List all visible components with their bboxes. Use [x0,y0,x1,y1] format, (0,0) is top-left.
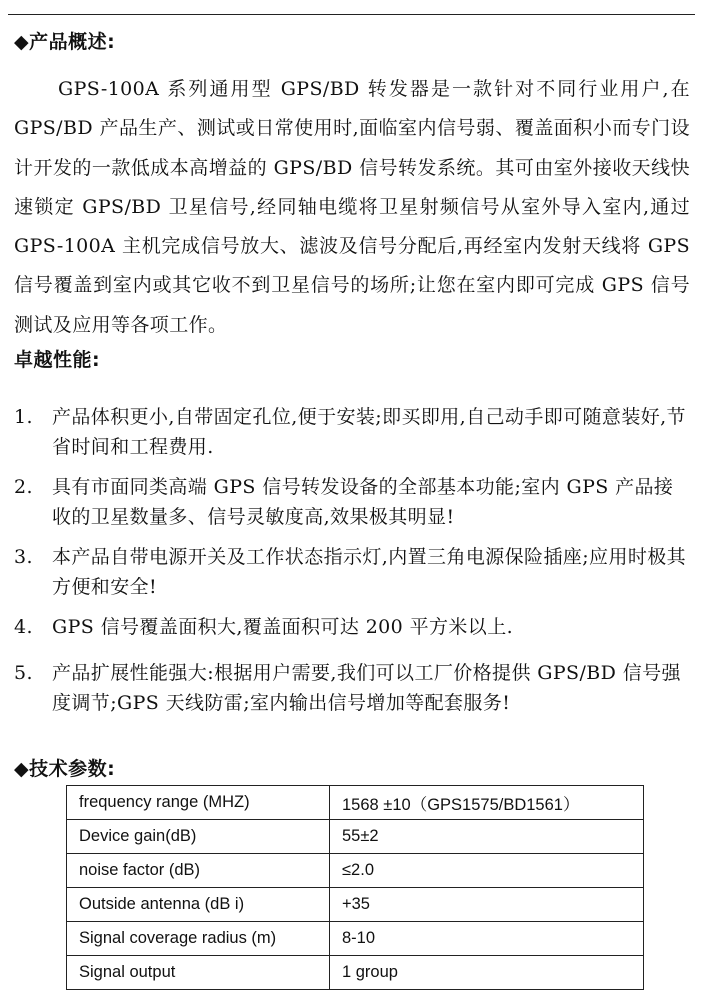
feature-number: 3. [14,546,33,568]
spec-value: 1568 ±10（GPS1575/BD1561） [330,786,644,820]
spec-value: ≤2.0 [330,854,644,888]
feature-item [14,472,690,532]
top-divider [8,14,695,15]
spec-param: Signal output [67,956,330,990]
feature-number: 4. [14,616,33,638]
spec-param: Device gain(dB) [67,820,330,854]
table-row [67,888,644,922]
spec-param: Outside antenna (dB i) [67,888,330,922]
table-row [67,922,644,956]
spec-value: 55±2 [330,820,644,854]
feature-number: 1. [14,406,33,428]
feature-item [14,658,690,718]
feature-number: 5. [14,662,33,684]
feature-text: 产品扩展性能强大:根据用户需要,我们可以工厂价格提供 GPS/BD 信号强度调节;GPS 天线防雷;室内输出信号增加等配套服务! [52,662,681,714]
spec-table [66,785,644,990]
overview-text: GPS-100A 系列通用型 GPS/BD 转发器是一款针对不同行业用户,在GPS/BD 产品生产、测试或日常使用时,面临室内信号弱、覆盖面积小而专门设计开发的一款低成本高增益的 GPS/BD 信号转发系统。其可由室外接收天线快速锁定 GPS/BD 卫星信号,经同轴电缆将卫星射频信号从室外导入室内,通过 GPS-100A 主机完成信号放大、滤波及信号分配后,再经室内发射天线将 GPS 信号覆盖到室内或其它收不到卫星信号的场所;让您在室内即可完成 GPS 信号测试及应用等各项工作。 [14,78,690,336]
feature-list [14,402,690,718]
feature-text: 具有市面同类高端 GPS 信号转发设备的全部基本功能;室内 GPS 产品接收的卫星数量多、信号灵敏度高,效果极其明显! [52,476,674,528]
feature-item [14,402,690,462]
table-row [67,956,644,990]
specs-heading: ◆技术参数: [14,758,116,780]
features-heading: 卓越性能: [14,349,101,371]
feature-text: 本产品自带电源开关及工作状态指示灯,内置三角电源保险插座;应用时极其方便和安全! [52,546,687,598]
feature-text: GPS 信号覆盖面积大,覆盖面积可达 200 平方米以上. [52,616,514,638]
spec-param: Signal coverage radius (m) [67,922,330,956]
spec-param: frequency range (MHZ) [67,786,330,820]
feature-text: 产品体积更小,自带固定孔位,便于安装;即买即用,自己动手即可随意装好,节省时间和工程费用. [52,406,686,458]
feature-item [14,612,690,642]
spec-value: 8-10 [330,922,644,956]
spec-value: +35 [330,888,644,922]
table-row [67,854,644,888]
overview-heading: ◆产品概述: [14,31,116,53]
overview-paragraph [14,70,690,345]
table-row [67,820,644,854]
feature-item [14,542,690,602]
feature-number: 2. [14,476,33,498]
table-row [67,786,644,820]
spec-value: 1 group [330,956,644,990]
spec-param: noise factor (dB) [67,854,330,888]
